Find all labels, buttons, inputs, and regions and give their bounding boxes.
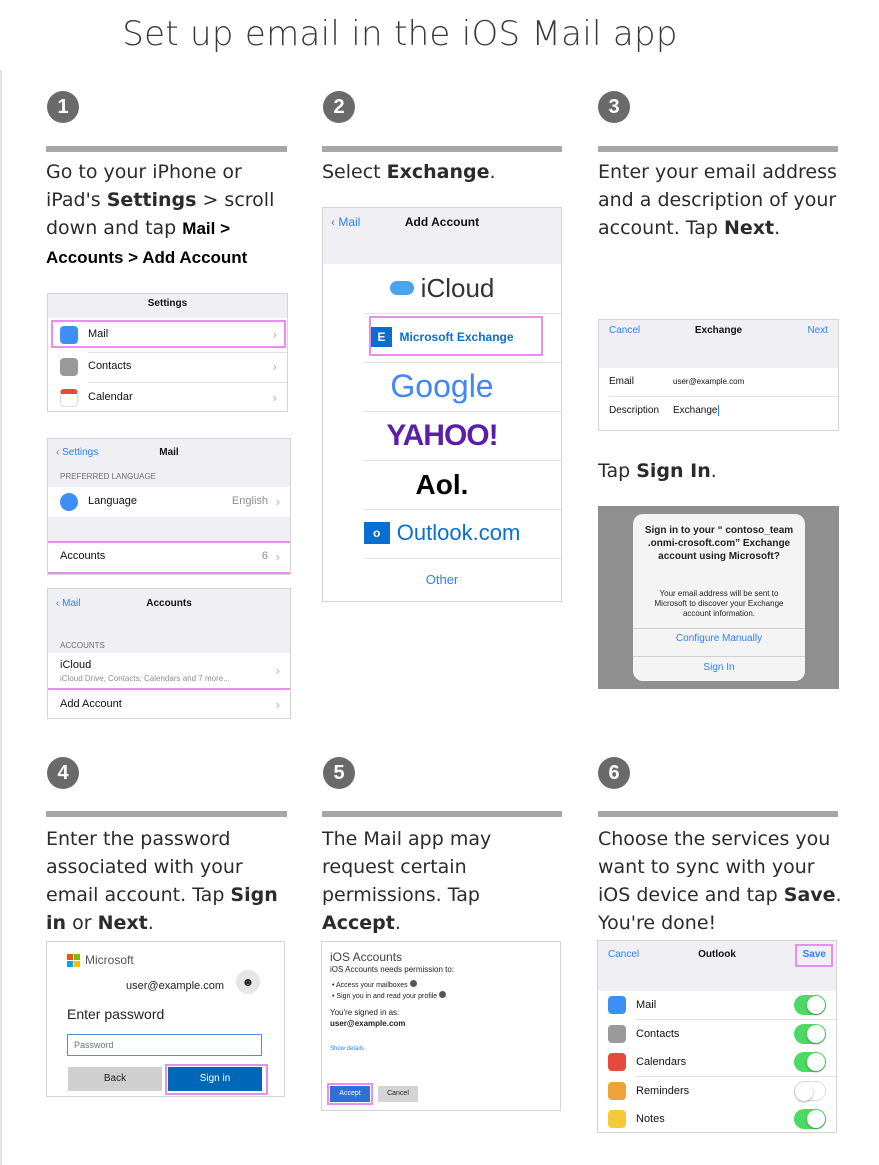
step-3b-text-b: Sign In [636,460,711,482]
outlook-cancel-button[interactable]: Cancel [608,949,640,960]
exchange-cancel-button[interactable]: Cancel [609,325,641,336]
outlook-title: Outlook [698,949,736,960]
step-3b-text-a: Tap [598,460,637,482]
provider-label: Google [390,368,494,404]
step-4-number: 4 [47,757,79,789]
step-6-text-b: Save [783,884,836,906]
account-email: user@example.com [126,980,224,992]
accounts-back-button[interactable]: ‹ Mail [56,598,81,609]
service-toggle[interactable] [794,1109,826,1129]
step-1-rule [46,146,287,152]
account-badge-icon: ☻ [236,970,260,994]
exchange-form-title: Exchange [694,325,743,336]
provider-other[interactable]: Other [425,572,459,587]
accounts-section-header: ACCOUNTS [60,641,105,650]
mail-settings-title: Mail [159,447,179,458]
signed-in-label: You're signed in as: [330,1008,400,1017]
accounts-highlight [47,541,291,574]
step-3-text-a: Enter your email address and a description of your account. Tap [598,161,837,239]
contacts-icon [608,1025,626,1043]
accept-highlight [327,1083,373,1105]
settings-item-label: Mail [88,328,109,340]
description-label: Description [609,405,660,416]
outlook-icon: o [364,522,390,544]
notes-icon [608,1110,626,1128]
dialog-body: Your email address will be sent to Microsoft to discover your Exchange account information. [654,589,784,618]
cloud-icon [390,281,414,295]
permission-item: • Access your mailboxes [332,980,417,989]
email-row [599,368,838,396]
step-6-rule [598,811,838,817]
step-1-text-d: Mail > Accounts > Add Account [46,219,248,267]
sign-in-button[interactable]: Sign in [168,1067,262,1091]
accounts-count: 6 [261,550,268,562]
microsoft-logo-icon [67,954,81,968]
dialog-title: Sign in to your “ contoso_team .onmi-crosoft.com” Exchange account using Microsoft? [644,525,794,562]
email-label: Email [609,376,635,387]
cancel-button[interactable]: Cancel [378,1086,418,1102]
calendar-icon [60,389,78,407]
show-details-link[interactable]: Show details [330,1046,365,1052]
chevron-right-icon: › [275,494,280,509]
signed-in-email: user@example.com [330,1019,406,1028]
chevron-right-icon: › [275,549,280,564]
back-button[interactable]: Back [68,1067,162,1091]
service-label: Calendars [636,1056,687,1068]
reminders-icon [608,1082,626,1100]
step-6-text-a: Choose the services you want to sync with your iOS device and tap [598,828,831,906]
service-label: Notes [636,1113,665,1125]
language-label: Language [88,495,137,507]
step-3-text-c: . [774,217,781,239]
sign-in-highlight [165,1064,268,1095]
language-value: English [231,495,268,507]
permissions-subtitle: iOS Accounts needs permission to: [330,965,455,974]
accept-button[interactable]: Accept [330,1086,370,1102]
step-2-rule [322,146,562,152]
step-1-text-b: Settings [106,189,197,211]
permission-item: • Sign you in and read your profile [332,991,446,1000]
info-icon [439,991,446,998]
step-6-text-c: . You're done! [598,884,842,934]
step-2-text-b: Exchange [386,161,490,183]
settings-title: Settings [147,298,188,309]
step-3-instruction [598,158,843,242]
icloud-subtitle: iCloud Drive, Contacts, Calendars and 7 more... [60,674,230,683]
provider-icloud[interactable] [323,265,561,313]
description-row [599,397,838,427]
step-5-instruction [322,825,562,937]
provider-yahoo[interactable] [323,412,561,460]
step-4-text-e: . [147,912,154,934]
add-account-back-button[interactable]: ‹ Mail [331,215,361,229]
service-row-contacts [598,1020,836,1048]
service-toggle[interactable] [794,995,826,1015]
provider-google[interactable] [323,363,561,411]
service-toggle[interactable] [794,1024,826,1044]
exchange-next-button[interactable]: Next [807,325,828,336]
service-row-calendars [598,1048,836,1076]
configure-manually-button[interactable]: Configure Manually [675,633,763,644]
settings-item-label: Contacts [88,360,132,372]
calendar-icon [608,1053,626,1071]
step-3-rule [598,146,838,152]
enter-password-heading: Enter password [67,1006,165,1022]
left-edge-divider [0,70,2,1165]
preferred-language-header: PREFERRED LANGUAGE [60,472,157,481]
provider-label: Microsoft Exchange [399,330,514,344]
permissions-title: iOS Accounts [330,950,403,964]
provider-outlook[interactable] [323,510,561,558]
info-icon [410,980,417,987]
service-row-notes [598,1105,836,1133]
service-label: Reminders [636,1084,690,1097]
step-5-text-a: The Mail app may request certain permissions. Tap [322,828,492,906]
mail-icon [608,996,626,1014]
step-2-text-c: . [489,161,496,183]
service-label: Contacts [636,1027,680,1040]
exchange-icon: E [370,327,392,347]
add-account-label: Add Account [60,698,122,710]
globe-icon [60,493,78,511]
service-row-mail [598,991,836,1019]
step-2-text-a: Select [322,161,387,183]
add-account-title: Add Account [404,215,480,229]
sign-in-dialog [633,514,805,681]
language-row[interactable] [48,487,290,517]
service-toggle[interactable] [794,1081,826,1101]
step-5-text-c: . [394,912,401,934]
service-toggle[interactable] [794,1052,826,1072]
settings-panel [47,293,288,412]
provider-label: Aol. [415,469,469,500]
exchange-highlight [369,316,543,356]
step-5-text-b: Accept [322,912,395,934]
step-3-sign-in-instruction [598,457,838,485]
exchange-form-panel [598,319,839,431]
settings-item-contacts[interactable] [48,352,287,382]
contacts-icon [60,358,78,376]
step-1-text-c: > scroll down and tap [46,189,275,239]
mail-back-button[interactable]: ‹ Settings [56,447,99,458]
step-2-number: 2 [323,91,355,123]
permissions-panel [321,941,561,1111]
mail-highlight [51,320,286,348]
accounts-label: Accounts [60,550,106,562]
sync-services-panel [597,940,837,1133]
provider-aol[interactable] [323,461,561,509]
microsoft-brand: Microsoft [85,953,134,967]
icloud-label: iCloud [60,659,92,671]
step-3-number: 3 [598,91,630,123]
save-highlight [795,944,833,967]
page-title: Set up email in the iOS Mail app [122,14,678,54]
step-2-instruction [322,158,562,186]
step-4-text-c: or [66,912,98,934]
service-label: Mail [636,999,657,1011]
accounts-panel [47,588,291,719]
step-5-rule [322,811,562,817]
chevron-right-icon: › [272,327,277,342]
step-4-instruction [46,825,291,937]
email-field[interactable]: user@example.com [673,377,745,386]
step-1-text-a: Go to your iPhone or iPad's [46,161,242,211]
add-account-panel [322,207,562,602]
step-4-rule [46,811,287,817]
add-account-highlight [47,688,291,719]
mail-settings-panel [47,438,291,575]
step-5-number: 5 [323,757,355,789]
description-field[interactable]: Exchange [673,405,718,416]
accounts-title: Accounts [146,598,192,609]
save-button[interactable]: Save [802,949,826,960]
chevron-right-icon: › [275,663,280,678]
settings-item-label: Calendar [88,391,133,403]
provider-label: YAHOO! [386,419,498,452]
provider-label: Outlook.com [396,520,521,545]
step-4-text-b: Sign in [46,884,278,934]
step-3b-text-c: . [710,460,717,482]
step-6-instruction [598,825,843,937]
step-1-instruction [46,158,291,272]
service-row-reminders [598,1077,836,1105]
icloud-account-row[interactable] [48,653,290,689]
chevron-right-icon: › [272,390,277,405]
microsoft-sign-in-panel [46,941,285,1097]
password-input[interactable] [67,1034,262,1056]
provider-label: iCloud [420,273,495,303]
step-6-number: 6 [598,757,630,789]
sign-in-dialog-backdrop [598,506,839,689]
chevron-right-icon: › [272,359,277,374]
step-4-text-a: Enter the password associated with your email account. Tap [46,828,243,906]
chevron-right-icon: › [275,697,280,712]
step-1-number: 1 [47,91,79,123]
settings-item-calendar[interactable] [48,383,287,412]
step-3-text-b: Next [723,217,775,239]
step-4-text-d: Next [97,912,148,934]
dialog-sign-in-button[interactable]: Sign In [703,662,735,673]
